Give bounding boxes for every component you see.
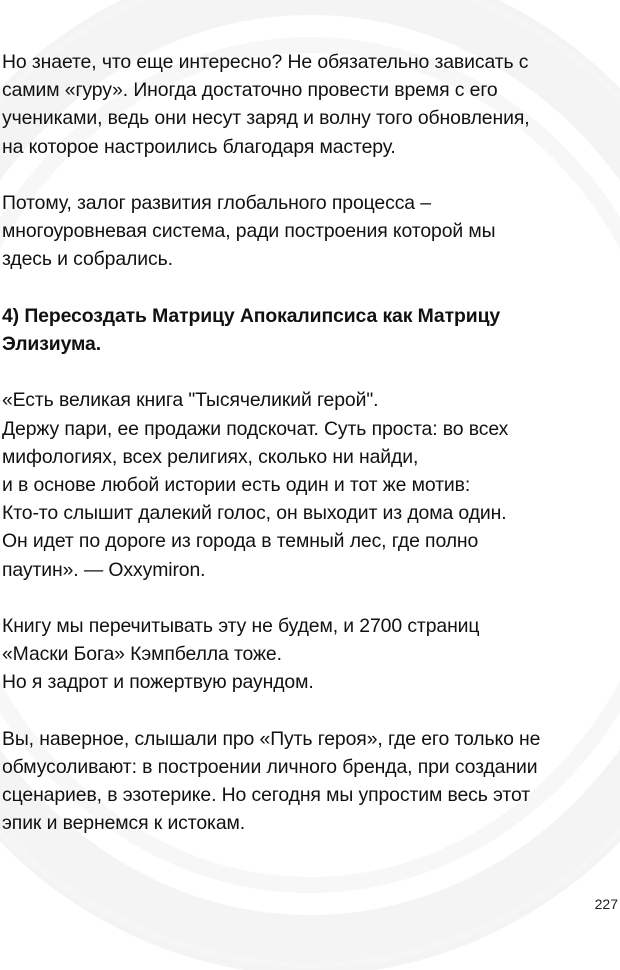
- text-line: Вы, наверное, слышали про «Путь героя», где его только не: [2, 727, 541, 750]
- body-text: [2, 48, 620, 866]
- paragraph: [2, 612, 620, 697]
- text-line: Потому, залог развития глобального процесса –: [2, 192, 431, 214]
- text-line: 4) Пересоздать Матрицу Апокалипсиса как Матрицу: [2, 304, 501, 327]
- text-line: Элизиума.: [2, 333, 101, 355]
- text-line: паутин». — Oxxymiron.: [2, 558, 206, 581]
- paragraph: [2, 386, 620, 583]
- page-number: 227: [594, 896, 618, 912]
- section-heading: [2, 302, 620, 358]
- text-line: и в основе любой истории есть один и тот же мотив:: [2, 474, 471, 496]
- text-line: мифологиях, всех религиях, сколько ни найди,: [2, 445, 419, 468]
- text-line: обмусоливают: в построении личного бренда, при создании: [2, 756, 538, 778]
- paragraph: [2, 48, 620, 161]
- text-line: Кто-то слышит далекий голос, он выходит из дома один.: [2, 502, 507, 525]
- text-line: эпик и вернемся к истокам.: [2, 812, 246, 835]
- text-line: сценариев, в эзотерике. Но сегодня мы упростим весь этот: [2, 784, 530, 807]
- paragraph: [2, 189, 620, 274]
- text-line: «Маски Бога» Кэмпбелла тоже.: [2, 643, 282, 666]
- text-line: Он идет по дороге из города в темный лес, где полно: [2, 530, 479, 553]
- text-line: на которое настроились благодаря мастеру.: [2, 135, 396, 158]
- text-line: самим «гуру». Иногда достаточно провести время с его: [2, 79, 498, 102]
- text-line: здесь и собрались.: [2, 248, 173, 271]
- text-line: Держу пари, ее продажи подскочат. Суть проста: во всех: [2, 417, 509, 440]
- text-line: «Есть великая книга "Тысячеликий герой".: [2, 389, 379, 412]
- text-line: Но знаете, что еще интересно? Не обязательно зависать с: [2, 51, 529, 73]
- text-line: многоуровневая система, ради построения которой мы: [2, 220, 496, 243]
- text-line: учениками, ведь они несут заряд и волну того обновления,: [2, 107, 530, 130]
- text-line: Книгу мы перечитывать эту не будем, и 2700 страниц: [2, 615, 480, 637]
- paragraph: [2, 725, 620, 838]
- text-line: Но я задрот и пожертвую раундом.: [2, 671, 314, 694]
